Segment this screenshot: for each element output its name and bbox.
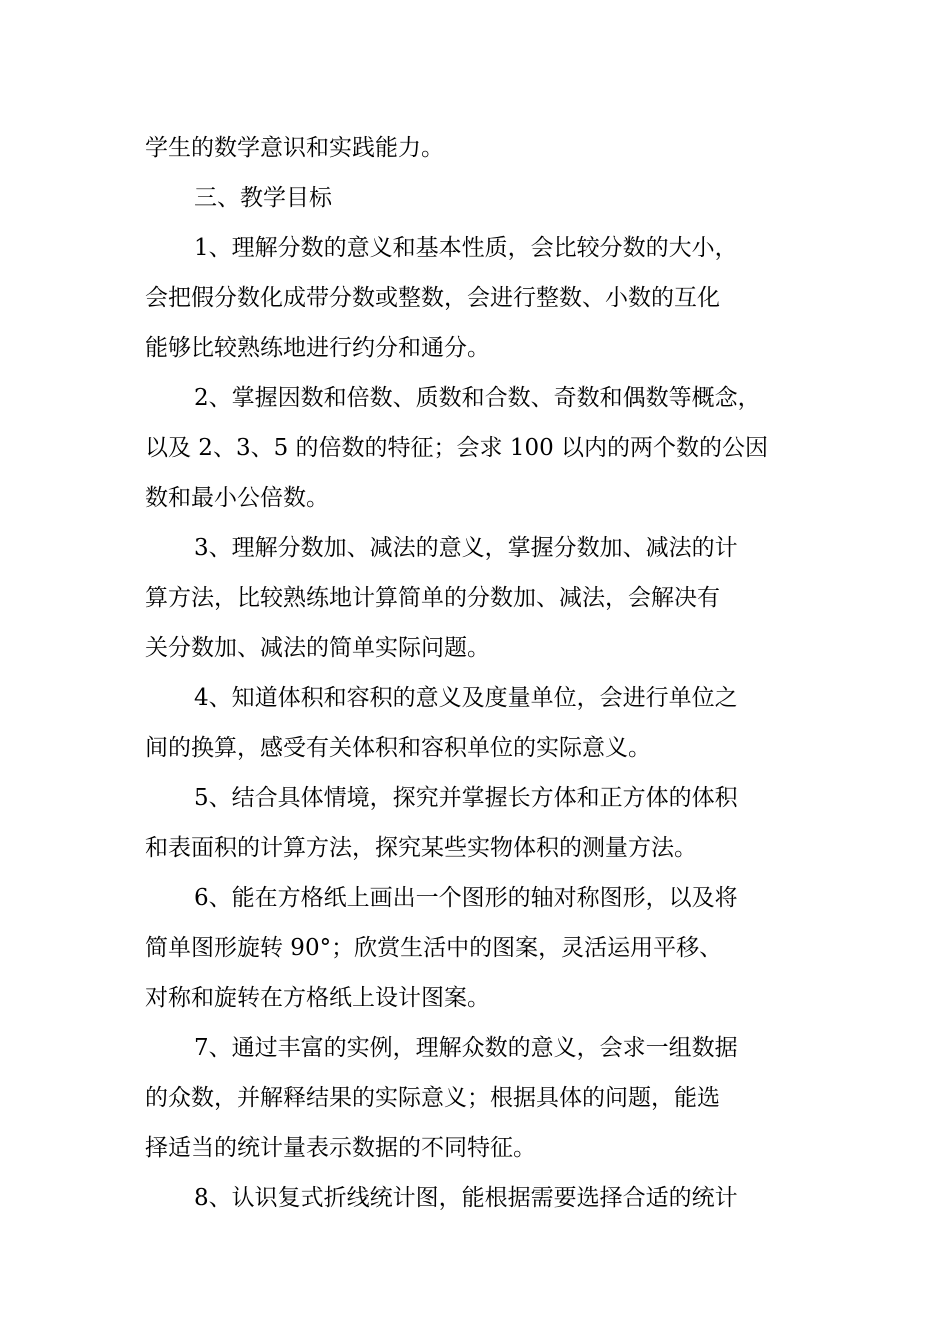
text-line: 6、能在方格纸上画出一个图形的轴对称图形，以及将	[194, 885, 738, 911]
text-line: 间的换算，感受有关体积和容积单位的实际意义。	[145, 735, 651, 761]
text-line: 和表面积的计算方法，探究某些实物体积的测量方法。	[145, 835, 697, 861]
text-line: 3、理解分数加、减法的意义，掌握分数加、减法的计	[194, 535, 738, 561]
text-line: 5、结合具体情境，探究并掌握长方体和正方体的体积	[194, 785, 738, 811]
text-line: 7、通过丰富的实例，理解众数的意义，会求一组数据	[194, 1035, 738, 1061]
text-line: 学生的数学意识和实践能力。	[145, 135, 444, 161]
text-line: 数和最小公倍数。	[145, 485, 329, 511]
text-line: 1、理解分数的意义和基本性质，会比较分数的大小，	[194, 235, 738, 261]
text-line: 4、知道体积和容积的意义及度量单位，会进行单位之	[194, 685, 738, 711]
text-line: 对称和旋转在方格纸上设计图案。	[145, 985, 490, 1011]
text-line: 会把假分数化成带分数或整数，会进行整数、小数的互化	[145, 285, 720, 311]
text-line: 以及 2、3、5 的倍数的特征；会求 100 以内的两个数的公因	[145, 435, 769, 461]
text-line: 能够比较熟练地进行约分和通分。	[145, 335, 490, 361]
text-line: 简单图形旋转 90°；欣赏生活中的图案，灵活运用平移、	[145, 935, 723, 961]
section-heading: 三、教学目标	[194, 185, 332, 211]
text-line: 关分数加、减法的简单实际问题。	[145, 635, 490, 661]
text-line: 算方法，比较熟练地计算简单的分数加、减法，会解决有	[145, 585, 720, 611]
text-line: 2、掌握因数和倍数、质数和合数、奇数和偶数等概念，	[194, 385, 761, 411]
text-line: 8、认识复式折线统计图，能根据需要选择合适的统计	[194, 1185, 738, 1211]
text-line: 的众数，并解释结果的实际意义；根据具体的问题，能选	[145, 1085, 720, 1111]
text-line: 择适当的统计量表示数据的不同特征。	[145, 1135, 536, 1161]
